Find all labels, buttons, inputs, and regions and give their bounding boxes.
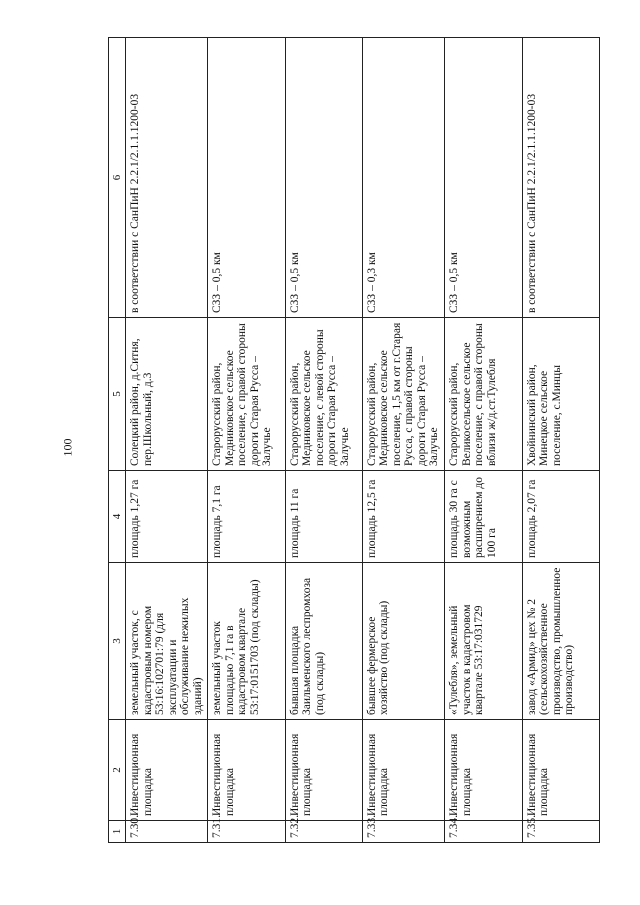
sanitary-zone: СЗЗ – 0,5 км xyxy=(208,38,285,318)
sanitary-zone: в соответствии с СанПиН 2.2.1/2.1.1.1200-03 xyxy=(522,38,599,318)
investment-sites-table xyxy=(108,37,600,843)
site-description: бывшее фермерское хозяйство (под склады) xyxy=(362,563,444,720)
site-area: площадь 11 га xyxy=(285,471,362,563)
table-row xyxy=(208,38,285,843)
site-location: Солецкий район, д.Ситня, пер.Школьный, д.3 xyxy=(126,318,208,471)
site-location: Старорусский район, Медниковское сельское поселение, 1,5 км от г.Старая Русса, с правой стороны дороги Старая Русса – Залучье xyxy=(362,318,444,471)
site-type: Инвестиционная площадка xyxy=(445,720,522,821)
site-type: Инвестиционная площадка xyxy=(362,720,444,821)
site-location: Старорусский район, Великосельское сельское поселение, с правой стороны вблизи ж/д.ст.Тулебля xyxy=(445,318,522,471)
column-header: 3 xyxy=(109,563,126,720)
table-row xyxy=(285,38,362,843)
row-number: 7.34. xyxy=(445,821,522,843)
site-area: площадь 7,1 га xyxy=(208,471,285,563)
row-number: 7.33. xyxy=(362,821,444,843)
site-area: площадь 1,27 га xyxy=(126,471,208,563)
table-row xyxy=(522,38,599,843)
row-number: 7.31. xyxy=(208,821,285,843)
sanitary-zone: в соответствии с СанПиН 2.2.1/2.1.1.1200-03 xyxy=(126,38,208,318)
column-header: 1 xyxy=(109,821,126,843)
site-description: земельный участок площадью 7,1 га в кадастровом квартале 53:17:0151703 (под склады) xyxy=(208,563,285,720)
site-type: Инвестиционная площадка xyxy=(208,720,285,821)
sanitary-zone: СЗЗ – 0,5 км xyxy=(445,38,522,318)
document-rotated-container xyxy=(108,38,600,843)
table-row xyxy=(126,38,208,843)
row-number: 7.35. xyxy=(522,821,599,843)
sanitary-zone: СЗЗ – 0,5 км xyxy=(285,38,362,318)
site-location: Старорусский район, Медниковское сельское поселение, с левой стороны дороги Старая Русса – Залучье xyxy=(285,318,362,471)
site-description: завод «Армид» цех № 2 (сельскохозяйственное производство, промышленное производство) xyxy=(522,563,599,720)
site-location: Хвойнинский район, Минецкое сельское поселение, с.Минцы xyxy=(522,318,599,471)
site-description: «Тулебля», земельный участок в кадастровом квартале 53:17:031729 xyxy=(445,563,522,720)
column-header: 5 xyxy=(109,318,126,471)
site-area: площадь 30 га с возможным расширением до 100 га xyxy=(445,471,522,563)
page-number: 100 xyxy=(60,438,75,457)
site-type: Инвестиционная площадка xyxy=(285,720,362,821)
table-header-row xyxy=(109,38,126,843)
site-description: земельный участок, с кадастровым номером 53:16:102701:79 (для эксплуатации и обслуживание нежилых зданий) xyxy=(126,563,208,720)
column-header: 6 xyxy=(109,38,126,318)
site-type: Инвестиционная площадка xyxy=(126,720,208,821)
sanitary-zone: СЗЗ – 0,3 км xyxy=(362,38,444,318)
site-location: Старорусский район, Медниковское сельское поселение, с правой стороны дороги Старая Русса – Залучье xyxy=(208,318,285,471)
site-description: бывшая площадка Заильменского леспромхоза (под склады) xyxy=(285,563,362,720)
row-number: 7.30. xyxy=(126,821,208,843)
table-row xyxy=(362,38,444,843)
site-area: площадь 2,07 га xyxy=(522,471,599,563)
row-number: 7.32. xyxy=(285,821,362,843)
table-row xyxy=(445,38,522,843)
column-header: 2 xyxy=(109,720,126,821)
site-area: площадь 12,5 га xyxy=(362,471,444,563)
site-type: Инвестиционная площадка xyxy=(522,720,599,821)
column-header: 4 xyxy=(109,471,126,563)
